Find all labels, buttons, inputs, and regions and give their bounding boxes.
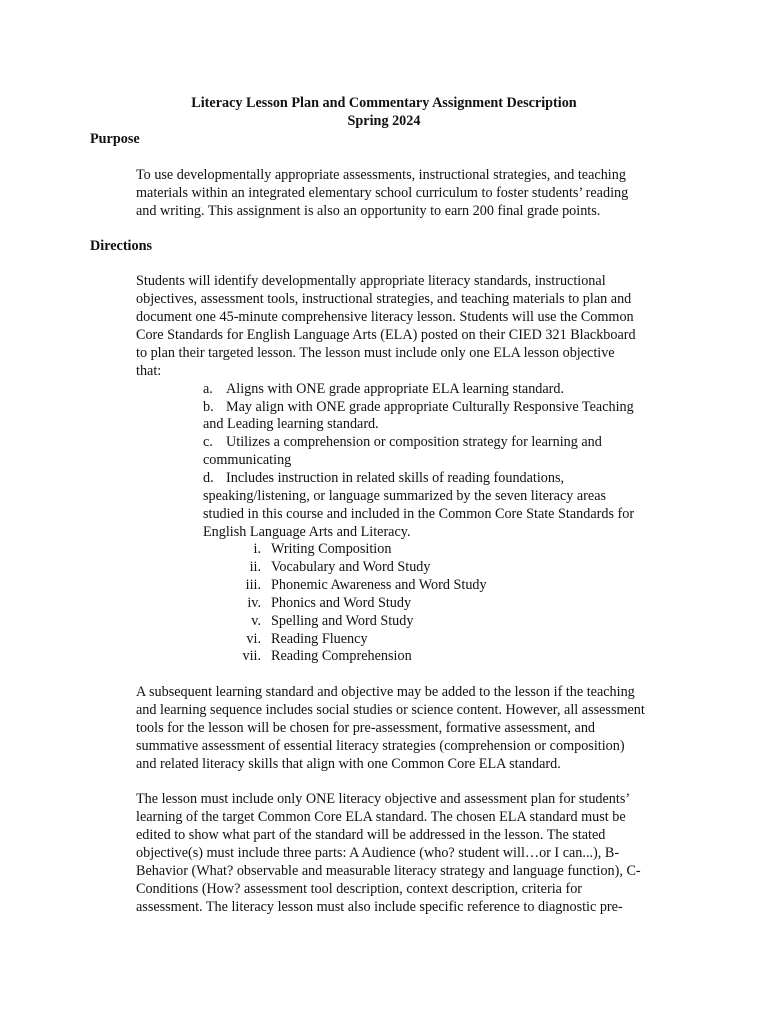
paragraph-line: and related literacy skills that align with one Common Core ELA standard. xyxy=(136,756,561,772)
criteria-marker: c. xyxy=(203,434,213,450)
criteria-line: Includes instruction in related skills of reading foundations, xyxy=(226,470,565,486)
purpose-line: To use developmentally appropriate assessments, instructional strategies, and teaching xyxy=(136,167,626,183)
paragraph-line: summative assessment of essential literacy strategies (comprehension or composition) xyxy=(136,738,625,754)
intro-line: Students will identify developmentally appropriate literacy standards, instructional xyxy=(136,273,606,289)
area-label: Phonics and Word Study xyxy=(271,595,412,611)
criteria-marker: d. xyxy=(203,470,214,486)
area-label: Vocabulary and Word Study xyxy=(271,559,431,575)
paragraph-line: The lesson must include only ONE literacy objective and assessment plan for students’ xyxy=(136,791,631,807)
criteria-line: Aligns with ONE grade appropriate ELA learning standard. xyxy=(226,381,565,397)
paragraph-line: assessment. The literacy lesson must also include specific reference to diagnostic pre- xyxy=(136,899,623,915)
criteria-line: communicating xyxy=(203,452,292,468)
criteria-marker: a. xyxy=(203,381,213,397)
intro-line: Core Standards for English Language Arts (ELA) posted on their CIED 321 Blackboard xyxy=(136,327,636,343)
area-marker: i. xyxy=(253,541,261,557)
criteria-line: speaking/listening, or language summarized by the seven literacy areas xyxy=(203,488,607,504)
paragraph-line: objective(s) must include three parts: A Audience (who? student will…or I can...), B- xyxy=(136,845,620,861)
document-title: Literacy Lesson Plan and Commentary Assignment Description xyxy=(191,95,577,111)
intro-line: to plan their targeted lesson. The lesson must include only one ELA lesson objective xyxy=(136,345,615,361)
area-marker: vii. xyxy=(242,648,261,664)
paragraph-line: Behavior (What? observable and measurable literacy strategy and language function), C- xyxy=(136,863,641,879)
document-term: Spring 2024 xyxy=(347,113,421,129)
criteria-line: Utilizes a comprehension or composition strategy for learning and xyxy=(226,434,602,450)
criteria-line: studied in this course and included in the Common Core State Standards for xyxy=(203,506,635,522)
paragraph-line: Conditions (How? assessment tool description, context description, criteria for xyxy=(136,881,583,897)
area-label: Spelling and Word Study xyxy=(271,613,414,629)
paragraph-line: A subsequent learning standard and objective may be added to the lesson if the teaching xyxy=(136,684,635,700)
intro-line: objectives, assessment tools, instructional strategies, and teaching materials to plan and xyxy=(136,291,632,307)
area-marker: ii. xyxy=(249,559,261,575)
area-marker: vi. xyxy=(246,631,261,647)
paragraph-line: edited to show what part of the standard will be addressed in the lesson. The stated xyxy=(136,827,606,843)
directions-heading: Directions xyxy=(90,238,152,254)
purpose-line: and writing. This assignment is also an opportunity to earn 200 final grade points. xyxy=(136,203,601,219)
paragraph-line: and learning sequence includes social studies or science content. However, all assessment xyxy=(136,702,645,718)
paragraph-line: tools for the lesson will be chosen for pre-assessment, formative assessment, and xyxy=(136,720,596,736)
paragraph-line: learning of the target Common Core ELA standard. The chosen ELA standard must be xyxy=(136,809,626,825)
purpose-line: materials within an integrated elementary school curriculum to foster students’ reading xyxy=(136,185,629,201)
criteria-marker: b. xyxy=(203,399,214,415)
area-marker: iv. xyxy=(247,595,261,611)
intro-line: document one 45-minute comprehensive literacy lesson. Students will use the Common xyxy=(136,309,634,325)
area-label: Writing Composition xyxy=(271,541,392,557)
area-marker: iii. xyxy=(245,577,261,593)
area-marker: v. xyxy=(251,613,261,629)
purpose-heading: Purpose xyxy=(90,131,140,147)
intro-line: that: xyxy=(136,363,162,379)
area-label: Reading Comprehension xyxy=(271,648,412,664)
criteria-line: and Leading learning standard. xyxy=(203,416,379,432)
criteria-line: May align with ONE grade appropriate Culturally Responsive Teaching xyxy=(226,399,634,415)
area-label: Phonemic Awareness and Word Study xyxy=(271,577,487,593)
criteria-line: English Language Arts and Literacy. xyxy=(203,524,411,540)
area-label: Reading Fluency xyxy=(271,631,368,647)
